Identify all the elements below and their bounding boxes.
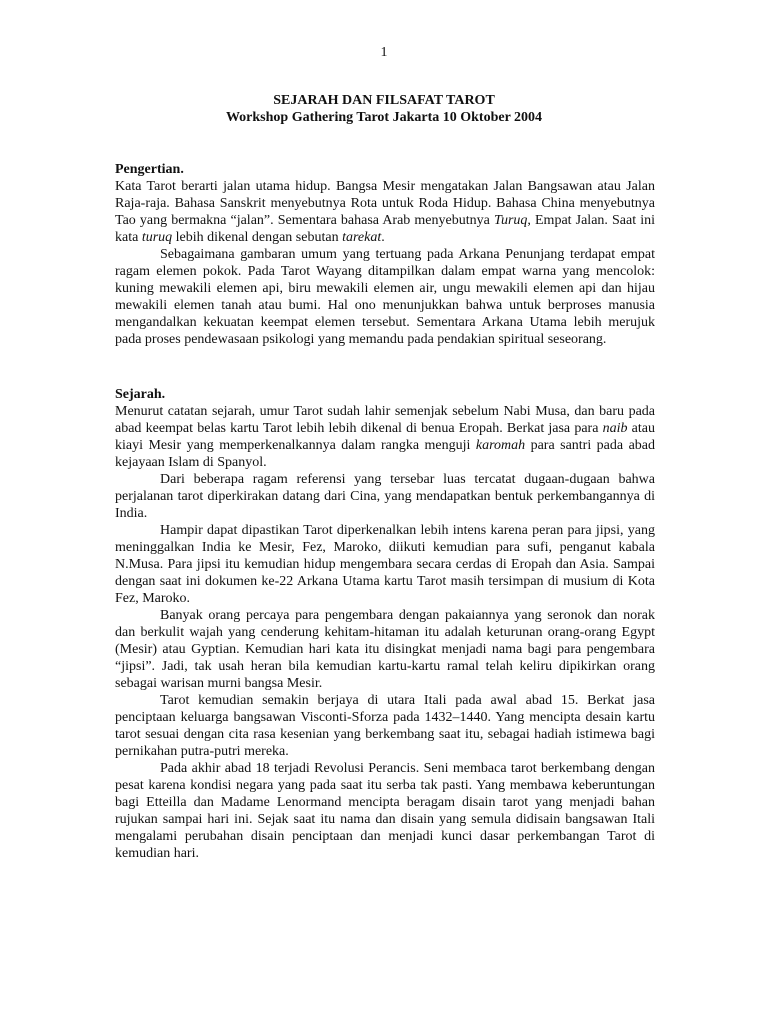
text-run: para santri pada abad kejayaan Islam di Spanyol. xyxy=(115,438,655,470)
paragraph: Tarot kemudian semakin berjaya di utara Itali pada awal abad 15. Berkat jasa penciptaan keluarga bangsawan Visconti-Sforza pada 1432–1440. Yang mencipta desain kartu tarot sesuai dengan cita rasa kesenian yang berkembang saat itu, sebagai hadiah istimewa bagi pernikahan putra-putri mereka. xyxy=(115,693,655,759)
italic-term: naib xyxy=(602,421,628,436)
section-heading-sejarah: Sejarah. xyxy=(115,387,166,402)
paragraph: Dari beberapa ragam referensi yang tersebar luas tercatat dugaan-dugaan bahwa perjalanan tarot diperkirakan datang dari Cina, yang mendapatkan bentuk perkembangannya di India. xyxy=(115,472,655,521)
paragraph: Hampir dapat dipastikan Tarot diperkenalkan lebih intens karena peran para jipsi, yang meninggalkan India ke Mesir, Fez, Maroko, diikuti kemudian para sufi, penganut kabala N.Musa. Para jipsi itu kemudian hidup mengembara secara cerdas di Eropah dan Asia. Sampai dengan saat ini dokumen ke-22 Arkana Utama kartu Tarot masih tersimpan di musium di Kota Fez, Maroko. xyxy=(115,523,655,606)
italic-term: Turuq xyxy=(493,213,528,228)
paragraph xyxy=(115,178,655,246)
text-run: . xyxy=(381,230,385,245)
paragraph: Pada akhir abad 18 terjadi Revolusi Perancis. Seni membaca tarot berkembang dengan pesat karena kondisi negara yang pada saat itu serba tak pasti. Yang membawa keberuntungan bagi Etteilla dan Madame Lenormand mencipta beragam disain tarot yang menjadi bahan rujukan sampai hari ini. Sejak saat itu nama dan disain yang semula didisain bangsawan Itali mengalami perubahan disain penciptaan dan menjadi kunci dasar perkembangan Tarot di kemudian hari. xyxy=(115,761,655,861)
paragraph: Banyak orang percaya para pengembara dengan pakaiannya yang seronok dan norak dan berkulit wajah yang cenderung kehitam-hitaman itu adalah keturunan orang-orang Egypt (Mesir) atau Gyptian. Kemudian hari kata itu disingkat menjadi nama bagi para pengembara “jipsi”. Jadi, tak usah heran bila kemudian kartu-kartu ramal telah keliru dipikirkan orang sebagai warisan murni bangsa Mesir. xyxy=(115,608,655,691)
text-run: atau kiayi Mesir yang memperkenalkannya dalam rangka menguji xyxy=(115,421,655,453)
italic-term: tarekat xyxy=(342,230,382,245)
text-run: , Empat Jalan. Saat ini kata xyxy=(115,213,655,245)
text-run: Menurut catatan sejarah, umur Tarot sudah lahir semenjak sebelum Nabi Musa, dan baru pada abad keempat belas kartu Tarot lebih lebih dikenal di benua Eropah. Berkat jasa para xyxy=(115,404,655,436)
italic-term: karomah xyxy=(475,438,526,453)
document-subtitle: Workshop Gathering Tarot Jakarta 10 Oktober 2004 xyxy=(225,110,543,125)
text-run: lebih dikenal dengan sebutan xyxy=(172,230,343,245)
paragraph xyxy=(115,403,655,471)
paragraph: Sebagaimana gambaran umum yang tertuang pada Arkana Penunjang terdapat empat ragam elemen pokok. Pada Tarot Wayang ditampilkan dalam empat warna yang mencolok: kuning mewakili elemen api, biru mewakili elemen air, ungu mewakili elemen api dan hijau mewakili elemen tanah atau bumi. Hal ono menunjukkan bahwa untuk berproses manusia mengandalkan kekuatan keempat elemen tersebut. Sementara Arkana Utama lebih merujuk pada proses pendewasaan psikologi yang memandu pada pendakian spiritual seseorang. xyxy=(115,247,655,347)
section-heading-pengertian: Pengertian. xyxy=(115,162,184,177)
text-run: Kata Tarot berarti jalan utama hidup. Bangsa Mesir mengatakan Jalan Bangsawan atau Jalan Raja-raja. Bahasa Sanskrit menyebutnya Rota untuk Roda Hidup. Bahasa China menyebutnya Tao yang bermakna “jalan”. Sementara bahasa Arab menyebutnya xyxy=(115,179,655,228)
document-title: SEJARAH DAN FILSAFAT TAROT xyxy=(273,93,495,108)
italic-term: turuq xyxy=(141,230,173,245)
section-pengertian xyxy=(115,161,655,348)
section-sejarah xyxy=(115,386,655,862)
page-number: 1 xyxy=(380,45,388,60)
